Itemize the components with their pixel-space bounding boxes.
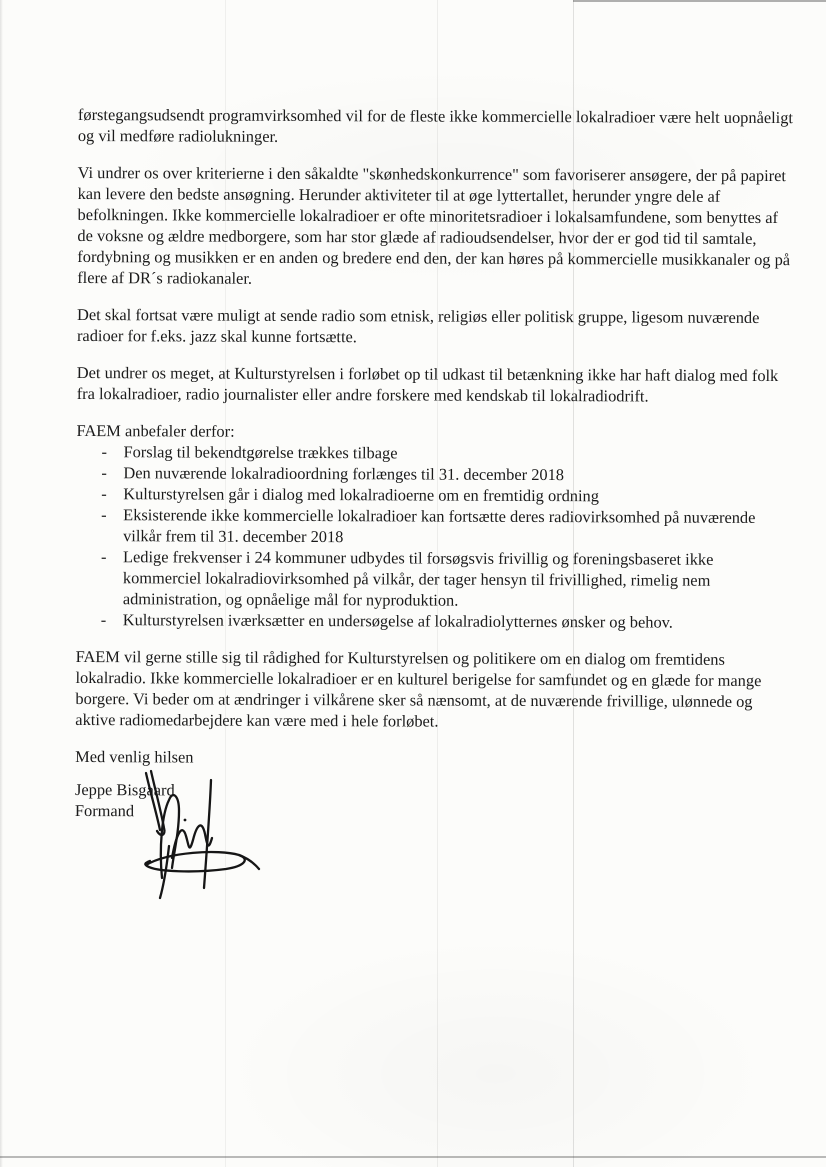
dash-bullet: -: [100, 610, 107, 630]
list-item-text: Ledige frekvenser i 24 kommuner udbydes til forsøgsvis frivillig og foreningsbaseret ikke kommerciel lokalradiovirksomhed på vilkår, der tager hensyn til frivillighed, rimelig nem administration, og opnåelige mål for nyproduktion.: [122, 547, 714, 610]
dash-bullet: -: [100, 547, 107, 567]
scan-edge-shadow: [0, 0, 3, 1167]
paragraph: Det skal fortsat være muligt at sende radio som etnisk, religiøs eller politisk gruppe, ligesom nuværende radioer for f.eks. jazz skal kunne fortsætte.: [76, 304, 760, 347]
letter-body: [75, 104, 796, 824]
list-item-text: Den nuværende lokalradioordning forlænges til 31. december 2018: [123, 463, 565, 485]
scan-bottom-edge-line: [0, 1156, 826, 1158]
paragraph-continued-from-previous-page: førstegangsudsendt programvirksomhed vil for de fleste ikke kommercielle lokalradioer være helt uopnåeligt og vil medføre radiolukninger.: [77, 104, 794, 146]
paragraph: Det undrer os meget, at Kulturstyrelsen i forløbet op til udkast til betænkning ikke har haft dialog med folk fra lokalradioer, radio journalister eller andre forskere med kendskab til lokalradiodrift.: [76, 362, 779, 406]
list-item: [76, 546, 794, 612]
list-item-text: Kulturstyrelsen går i dialog med lokalradioerne om en fremtidig ordning: [123, 484, 600, 506]
list-item: [76, 504, 794, 549]
list-item: [76, 609, 794, 633]
list-item-text: Kulturstyrelsen iværksætter en undersøgelse af lokalradiolytternes ønsker og behov.: [122, 610, 673, 632]
closing-paragraph: FAEM vil gerne stille sig til rådighed for Kulturstyrelsen og politikere om en dialog om fremtidens lokalradio. Ikke kommercielle lokalradioer er en kulturel berigelse for samfundet og en glæde for mange borgere. Vi beder om at ændringer i vilkårene sker så nænsomt, at de nuværende frivillige, ulønnede og aktive radiomedarbejdere kan være med i hele forløbet.: [75, 646, 762, 731]
recommendations-list: [76, 441, 795, 633]
dash-bullet: -: [101, 484, 107, 504]
signer-title: Formand: [74, 800, 135, 821]
dash-bullet: -: [101, 505, 107, 525]
recommendations-intro: FAEM anbefaler derfor:: [76, 420, 235, 441]
valediction: Med venlig hilsen: [75, 746, 194, 767]
list-item-text: Forslag til bekendtgørelse trækkes tilbage: [123, 442, 398, 463]
dash-bullet: -: [101, 463, 107, 483]
scan-top-edge-line: [573, 0, 826, 2]
dash-bullet: -: [101, 442, 107, 462]
signer-name: Jeppe Bisgaard: [74, 779, 175, 800]
paragraph: Vi undrer os over kriterierne i den såkaldte "skønhedskonkurrence" som favoriserer ansøgere, der på papiret kan levere den bedste ansøgning. Herunder aktiviteter til at øge lyttertallet, herunder yngre dele af befolkningen. Ikke kommercielle lokalradioer er ofte minoritetsradioer i lokalsamfundene, som benyttes af de voksne og ældre medborgere, som har stor glæde af radioudsendelser, hvor der er god tid til samtale, fordybning og musikken er en anden og bredere end den, der kan høres på kommercielle musikkanaler og på flere af DR´s radiokanaler.: [77, 162, 791, 288]
signer-block: [75, 779, 793, 824]
list-item-text: Eksisterende ikke kommercielle lokalradioer kan fortsætte deres radiovirksomhed på nuværende vilkår frem til 31. december 2018: [123, 505, 756, 547]
